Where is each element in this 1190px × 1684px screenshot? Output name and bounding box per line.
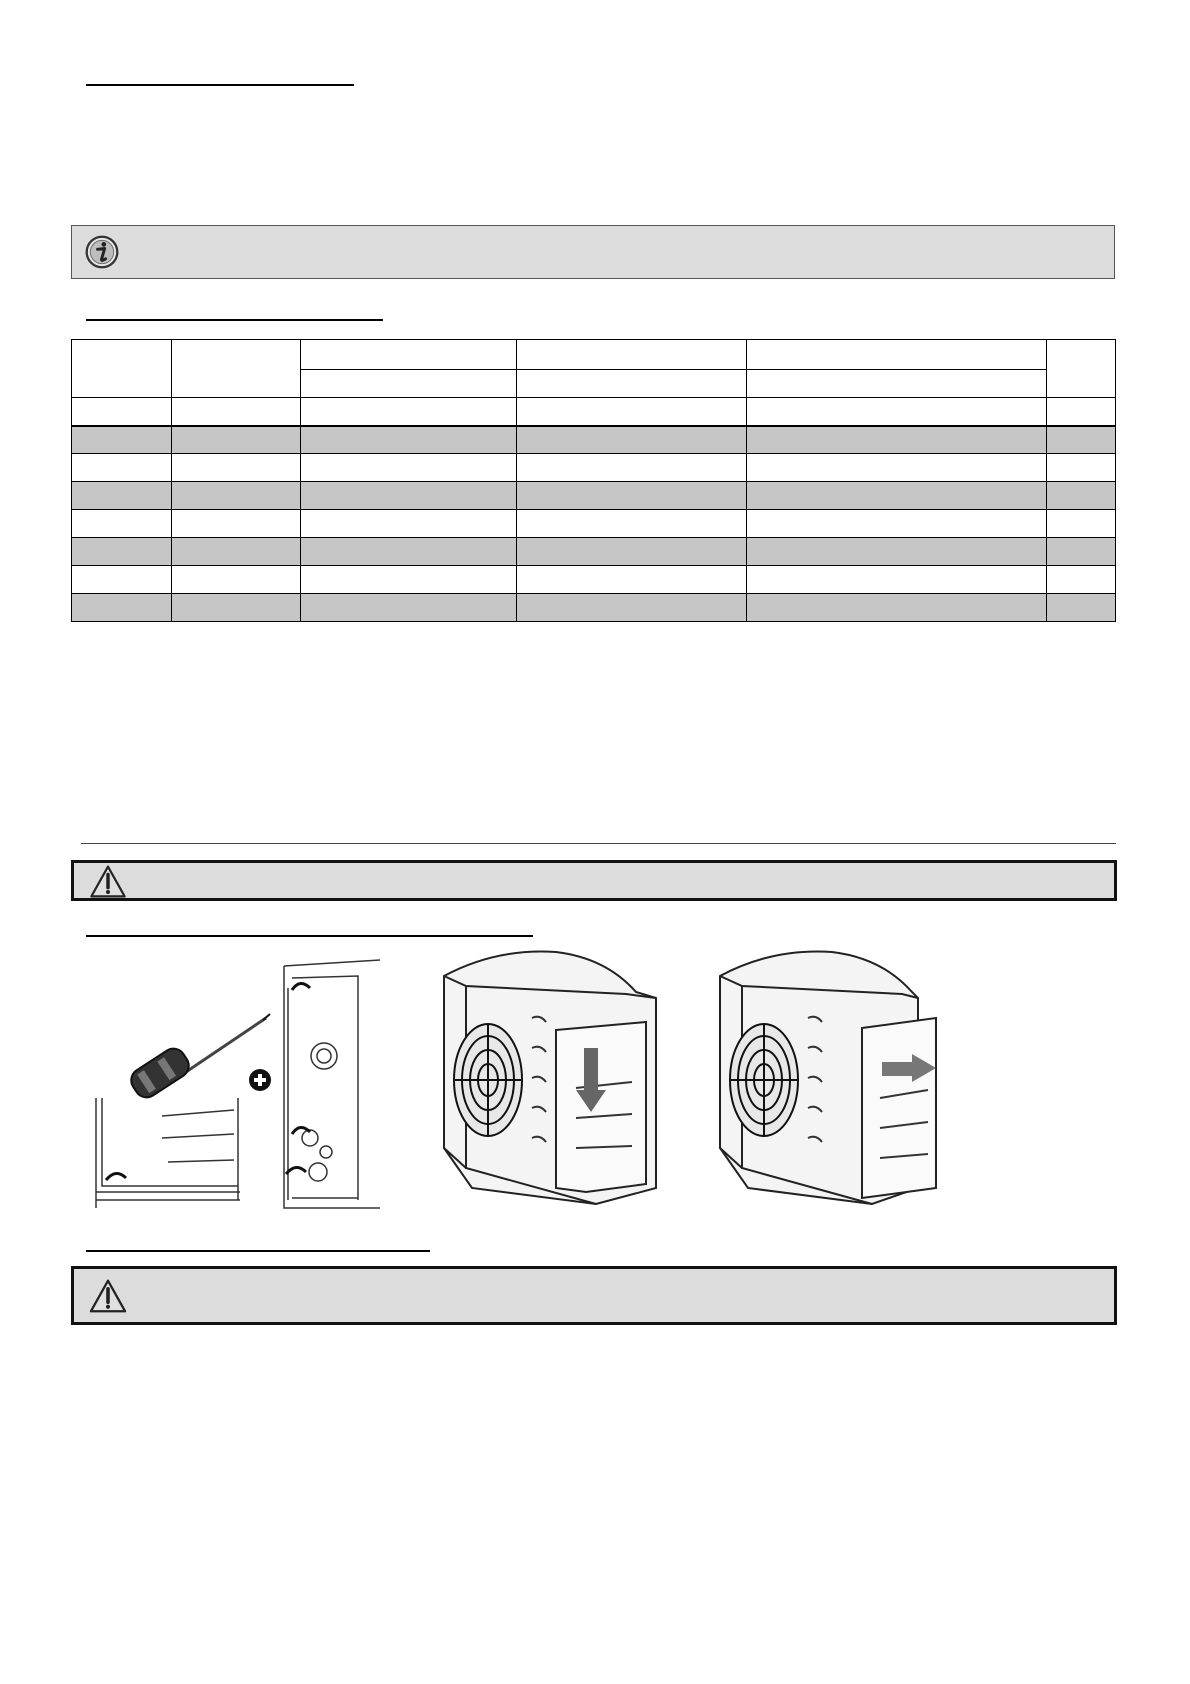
warning-triangle-icon bbox=[88, 864, 128, 899]
table-row bbox=[72, 454, 1116, 482]
table-header-cell bbox=[1047, 340, 1116, 398]
plus-icon bbox=[249, 1069, 271, 1091]
section-heading-underline-3 bbox=[86, 935, 533, 937]
warning-box-1 bbox=[71, 860, 1117, 901]
section-heading-underline-4 bbox=[86, 1250, 430, 1252]
table-header-row bbox=[72, 340, 1116, 370]
table-row bbox=[72, 566, 1116, 594]
table-header-cell bbox=[172, 340, 301, 398]
table-row bbox=[72, 482, 1116, 510]
side-panel-drawing bbox=[284, 960, 380, 1208]
table-header-cell bbox=[72, 340, 172, 398]
table-header-cell bbox=[301, 340, 517, 370]
warning-triangle-icon bbox=[88, 1278, 128, 1314]
warning-box-2 bbox=[71, 1266, 1117, 1325]
fan-grille bbox=[730, 1024, 798, 1136]
panel-removal-figure bbox=[88, 948, 388, 1212]
table-row bbox=[72, 510, 1116, 538]
table-header-cell bbox=[301, 370, 517, 398]
table-row bbox=[72, 398, 1116, 426]
table-row bbox=[72, 538, 1116, 566]
info-icon bbox=[84, 234, 120, 270]
section-heading-underline-2 bbox=[86, 319, 383, 321]
info-note-box bbox=[71, 225, 1115, 279]
table-header-cell bbox=[747, 370, 1047, 398]
specification-table bbox=[71, 339, 1116, 622]
corner-detail-drawing bbox=[96, 1098, 240, 1208]
table-header-cell bbox=[747, 340, 1047, 370]
heat-pump-figure-2 bbox=[712, 948, 942, 1210]
table-header-cell bbox=[517, 370, 747, 398]
fan-grille bbox=[454, 1024, 522, 1136]
table-row bbox=[72, 426, 1116, 454]
screwdriver-icon bbox=[127, 1014, 270, 1102]
section-divider bbox=[81, 843, 1116, 844]
heat-pump-figure-1 bbox=[436, 948, 658, 1210]
section-heading-underline-1 bbox=[86, 84, 354, 86]
table-row bbox=[72, 594, 1116, 622]
table-header-cell bbox=[517, 340, 747, 370]
